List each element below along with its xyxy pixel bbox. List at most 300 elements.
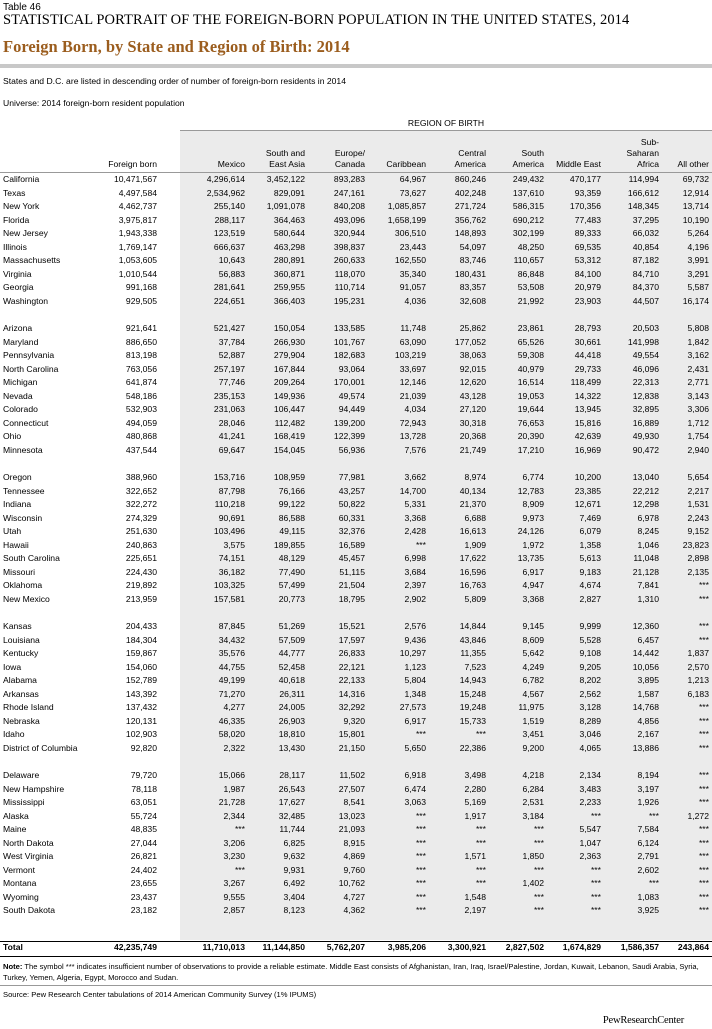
value-cell: 7,576	[404, 444, 426, 455]
value-cell: 69,535	[574, 241, 601, 252]
table-row	[0, 485, 709, 499]
state-name: New Hampshire	[3, 783, 65, 794]
value-cell: 106,447	[273, 404, 305, 414]
value-cell: 10,643	[218, 255, 245, 265]
value-cell: 6,474	[404, 783, 426, 794]
value-cell: 77,490	[278, 566, 305, 577]
value-cell: 2,243	[687, 512, 709, 523]
value-cell: 322,652	[125, 485, 157, 496]
value-cell: 893,283	[333, 174, 365, 184]
value-cell: 19,248	[459, 702, 486, 712]
value-cell: ***	[415, 729, 426, 739]
value-cell: 20,773	[278, 593, 305, 604]
value-cell: ***	[698, 702, 709, 712]
value-cell: 5,650	[404, 742, 426, 753]
total-label: Total	[3, 942, 23, 952]
value-cell: 23,861	[517, 323, 544, 333]
table-row	[0, 376, 709, 390]
value-cell: 8,541	[343, 797, 365, 807]
value-cell: 5,331	[404, 499, 426, 509]
state-name: Vermont	[3, 864, 36, 875]
state-name: Indiana	[3, 499, 32, 509]
data-table	[0, 173, 709, 918]
value-cell: 4,674	[579, 580, 601, 590]
table-row	[0, 620, 709, 634]
value-cell: 1,053,605	[118, 255, 157, 265]
value-cell: 2,135	[687, 566, 709, 577]
value-cell: 7,841	[637, 580, 659, 590]
state-name: Mississippi	[3, 797, 45, 807]
spacer-cell	[157, 485, 180, 499]
value-cell: ***	[533, 837, 544, 848]
value-cell: 24,005	[278, 702, 305, 712]
value-cell: 103,219	[394, 350, 426, 360]
table-row	[0, 769, 709, 783]
table-row	[0, 742, 709, 756]
value-cell: 1,085,857	[387, 201, 426, 211]
value-cell: 1,213	[687, 675, 709, 685]
value-cell: ***	[415, 864, 426, 875]
spacer-cell	[157, 336, 180, 350]
value-cell: 87,182	[632, 255, 659, 265]
col-mexico: Mexico	[217, 159, 245, 169]
total-value: 1,674,829	[562, 942, 601, 952]
value-cell: ***	[698, 715, 709, 726]
value-cell: 110,714	[334, 282, 365, 292]
value-cell: 6,492	[283, 878, 305, 888]
spacer-cell	[157, 200, 180, 214]
table-subtitle: Foreign Born, by State and Region of Birth: 2014	[3, 37, 350, 56]
value-cell: 8,609	[522, 634, 544, 645]
value-cell: 84,710	[632, 268, 659, 279]
value-cell: 2,428	[404, 526, 426, 536]
value-cell: 4,218	[522, 770, 544, 780]
table-row	[0, 634, 709, 648]
value-cell: 56,936	[338, 444, 365, 455]
value-cell: 213,959	[125, 593, 157, 604]
value-cell: 8,245	[637, 526, 659, 536]
value-cell: 23,655	[130, 878, 157, 888]
value-cell: 23,182	[130, 905, 157, 915]
value-cell: 1,842	[687, 336, 709, 347]
value-cell: ***	[475, 837, 486, 848]
value-cell: ***	[475, 729, 486, 739]
state-name: Colorado	[3, 404, 38, 414]
value-cell: 27,120	[459, 404, 486, 414]
table-row	[0, 214, 709, 228]
value-cell: 84,370	[632, 282, 659, 292]
value-cell: 37,295	[632, 214, 659, 225]
value-cell: 763,056	[125, 363, 157, 374]
value-cell: 1,123	[404, 661, 426, 672]
value-cell: 255,140	[213, 201, 245, 211]
value-cell: 49,115	[279, 526, 305, 536]
value-cell: 133,585	[333, 323, 365, 333]
value-cell: 20,390	[517, 431, 544, 441]
spacer-cell	[157, 498, 180, 512]
value-cell: 40,134	[459, 485, 486, 496]
value-cell: 24,402	[130, 864, 157, 875]
value-cell: 3,128	[579, 702, 601, 712]
spacer-cell	[157, 214, 180, 228]
value-cell: 123,519	[213, 228, 245, 238]
value-cell: 52,458	[278, 661, 305, 672]
value-cell: 13,945	[574, 404, 601, 414]
value-cell: 21,728	[218, 797, 245, 807]
value-cell: 22,386	[459, 742, 486, 753]
value-cell: ***	[698, 878, 709, 888]
value-cell: 27,507	[338, 783, 365, 794]
table-row	[0, 647, 709, 661]
value-cell: 22,212	[632, 485, 659, 496]
spacer-cell	[157, 349, 180, 363]
col-foreign-born: Foreign born	[108, 159, 157, 169]
value-cell: 139,200	[333, 417, 365, 428]
value-cell: ***	[698, 742, 709, 753]
spacer-cell	[157, 715, 180, 729]
value-cell: 86,848	[517, 268, 544, 279]
value-cell: 110,657	[513, 255, 544, 265]
table-row	[0, 349, 709, 363]
value-cell: 2,363	[579, 851, 601, 861]
value-cell: 4,036	[404, 295, 426, 306]
table-row	[0, 471, 709, 485]
value-cell: 159,867	[125, 648, 157, 658]
value-cell: 17,622	[459, 553, 486, 563]
value-cell: 6,978	[637, 512, 659, 523]
spacer-cell	[157, 850, 180, 864]
footnote: Note: The symbol *** indicates insufficient number of observations to provide a reliable estimate. Middle East consists of Afghanistan, Iran, Iraq, Israel/Palestine, Jordan, Kuwait, Lebanon, Saudi Arabia, Syria, Turkey, Yemen, Algeria, Egypt, Morocco and Sudan.	[3, 962, 699, 982]
value-cell: 101,767	[333, 336, 365, 347]
state-name: Kansas	[3, 621, 32, 631]
value-cell: ***	[415, 878, 426, 888]
value-cell: 11,975	[518, 702, 544, 712]
value-cell: 13,886	[632, 742, 659, 753]
table-row	[0, 444, 709, 458]
value-cell: 9,973	[522, 512, 544, 523]
value-cell: 87,845	[218, 621, 245, 631]
value-cell: 27,573	[399, 702, 426, 712]
value-cell: 6,774	[522, 472, 544, 482]
report-title: STATISTICAL PORTRAIT OF THE FOREIGN-BORN POPULATION IN THE UNITED STATES, 2014	[3, 12, 630, 28]
value-cell: 16,596	[459, 566, 486, 577]
value-cell: 402,248	[454, 187, 486, 198]
state-name: Kentucky	[3, 648, 39, 658]
value-cell: 5,264	[687, 228, 709, 238]
value-cell: 9,555	[223, 891, 245, 902]
value-cell: 19,053	[517, 390, 544, 401]
value-cell: 10,200	[574, 472, 601, 482]
spacer-cell	[157, 241, 180, 255]
value-cell: 11,744	[279, 824, 305, 834]
col-south-east-asia: South and East Asia	[265, 148, 305, 169]
spacer-cell	[157, 864, 180, 878]
value-cell: 4,856	[637, 715, 659, 726]
value-cell: 21,370	[459, 499, 486, 509]
value-cell: 463,298	[273, 241, 305, 252]
value-cell: 44,755	[218, 661, 245, 672]
value-cell: 480,868	[125, 431, 157, 441]
state-name: Nevada	[3, 390, 33, 401]
value-cell: 45,457	[338, 553, 365, 563]
value-cell: 8,915	[343, 837, 365, 848]
value-cell: 2,397	[404, 580, 426, 590]
value-cell: 14,442	[632, 648, 659, 658]
value-cell: 3,046	[579, 729, 601, 739]
value-cell: 94,449	[338, 404, 365, 414]
table-row	[0, 227, 709, 241]
state-name: Florida	[3, 214, 30, 225]
value-cell: 1,531	[687, 499, 709, 509]
value-cell: 1,926	[637, 797, 659, 807]
value-cell: 1,548	[464, 891, 486, 902]
value-cell: 48,129	[278, 553, 305, 563]
value-cell: 73,627	[399, 187, 426, 198]
table-row	[0, 403, 709, 417]
value-cell: 16,763	[459, 580, 486, 590]
value-cell: ***	[698, 770, 709, 780]
value-cell: ***	[415, 837, 426, 848]
spacer-cell	[157, 471, 180, 485]
value-cell: 23,903	[574, 295, 601, 306]
value-cell: 57,509	[278, 634, 305, 645]
value-cell: 2,562	[579, 688, 601, 699]
spacer-cell	[157, 430, 180, 444]
value-cell: 35,576	[218, 648, 245, 658]
value-cell: 320,944	[333, 228, 365, 238]
value-cell: 93,064	[338, 363, 365, 374]
value-cell: ***	[698, 851, 709, 861]
value-cell: 33,697	[399, 363, 426, 374]
state-name: Oregon	[3, 472, 32, 482]
value-cell: 14,322	[574, 390, 601, 401]
value-cell: ***	[648, 810, 659, 821]
value-cell: 22,121	[338, 661, 365, 672]
col-middle-east: Middle East	[556, 159, 601, 169]
value-cell: 28,117	[279, 770, 305, 780]
state-name: New York	[3, 201, 40, 211]
value-cell: 43,846	[459, 634, 486, 645]
value-cell: ***	[590, 864, 601, 875]
value-cell: 60,331	[338, 512, 365, 523]
value-cell: 15,066	[218, 770, 245, 780]
value-cell: 167,844	[273, 363, 305, 374]
value-cell: 63,051	[130, 797, 157, 807]
value-cell: 4,947	[522, 580, 544, 590]
spacer-cell	[157, 701, 180, 715]
state-name: Delaware	[3, 770, 40, 780]
total-value: 3,985,206	[387, 942, 426, 952]
value-cell: ***	[415, 851, 426, 861]
value-cell: ***	[698, 891, 709, 902]
value-cell: 10,056	[632, 661, 659, 672]
table-row	[0, 241, 709, 255]
value-cell: 91,057	[399, 282, 426, 292]
value-cell: 3,662	[404, 472, 426, 482]
value-cell: 118,070	[334, 268, 365, 279]
value-cell: 23,437	[130, 891, 157, 902]
value-cell: 63,090	[399, 336, 426, 347]
table-row	[0, 837, 709, 851]
value-cell: 1,917	[464, 810, 486, 821]
value-cell: 7,523	[464, 661, 486, 672]
spacer-cell	[157, 525, 180, 539]
value-cell: 1,943,338	[118, 228, 157, 238]
value-cell: 53,508	[517, 282, 544, 292]
state-name: South Dakota	[3, 905, 56, 915]
table-row	[0, 417, 709, 431]
state-name: Massachusetts	[3, 255, 61, 265]
value-cell: 14,316	[338, 688, 365, 699]
table-number: Table 46	[3, 2, 41, 13]
value-cell: 2,902	[404, 593, 426, 604]
value-cell: 65,526	[517, 336, 544, 347]
spacer-cell	[157, 728, 180, 742]
value-cell: 2,167	[637, 729, 659, 739]
total-row	[0, 941, 709, 955]
value-cell: 2,602	[637, 864, 659, 875]
state-name: Arizona	[3, 323, 33, 333]
value-cell: 32,292	[338, 702, 365, 712]
value-cell: 666,637	[213, 241, 245, 252]
value-cell: ***	[415, 810, 426, 821]
state-name: North Carolina	[3, 363, 59, 374]
value-cell: 51,269	[278, 621, 305, 631]
value-cell: 548,186	[125, 390, 157, 401]
value-cell: 235,153	[213, 390, 245, 401]
value-cell: 2,827	[579, 593, 601, 604]
value-cell: 14,943	[459, 675, 486, 685]
value-cell: 184,304	[125, 634, 157, 645]
value-cell: 49,574	[338, 390, 365, 401]
value-cell: 64,967	[399, 174, 426, 184]
value-cell: 280,891	[273, 255, 305, 265]
value-cell: 53,312	[574, 255, 601, 265]
state-name: Washington	[3, 295, 49, 306]
state-name: Oklahoma	[3, 580, 43, 590]
spacer-cell	[157, 579, 180, 593]
value-cell: 72,943	[399, 417, 426, 428]
value-cell: 8,974	[464, 472, 486, 482]
value-cell: 6,998	[404, 553, 426, 563]
value-cell: 1,909	[464, 539, 486, 550]
spacer-cell	[157, 281, 180, 295]
value-cell: 274,329	[125, 512, 157, 523]
value-cell: 21,093	[338, 824, 365, 834]
group-spacer	[0, 457, 709, 471]
value-cell: 437,544	[125, 444, 157, 455]
value-cell: 38,063	[459, 350, 486, 360]
value-cell: 149,936	[273, 390, 305, 401]
state-name: Nebraska	[3, 715, 40, 726]
value-cell: 89,333	[574, 228, 601, 238]
value-cell: 6,457	[637, 634, 659, 645]
value-cell: 69,732	[682, 174, 709, 184]
value-cell: 2,771	[687, 377, 709, 387]
value-cell: 49,199	[218, 675, 245, 685]
value-cell: 266,930	[273, 336, 305, 347]
value-cell: 5,547	[579, 824, 601, 834]
value-cell: 9,436	[404, 634, 426, 645]
value-cell: ***	[698, 864, 709, 875]
value-cell: 118,499	[570, 377, 601, 387]
spacer-cell	[157, 891, 180, 905]
value-cell: 12,620	[459, 377, 486, 387]
value-cell: 14,700	[399, 485, 426, 496]
value-cell: 8,194	[637, 770, 659, 780]
value-cell: 77,746	[218, 377, 245, 387]
spacer-cell	[157, 742, 180, 756]
value-cell: 102,903	[125, 729, 157, 739]
value-cell: 3,991	[687, 255, 709, 265]
value-cell: 7,469	[579, 512, 601, 523]
value-cell: 12,783	[517, 485, 544, 496]
value-cell: 16,174	[682, 295, 709, 306]
state-name: District of Columbia	[3, 742, 78, 753]
value-cell: 4,034	[404, 404, 426, 414]
value-cell: 257,197	[213, 363, 245, 374]
table-row	[0, 891, 709, 905]
source-note: Source: Pew Research Center tabulations of 2014 American Community Survey (1% IPUMS)	[3, 990, 317, 999]
spacer-cell	[157, 837, 180, 851]
value-cell: 3,143	[687, 390, 709, 401]
total-value: 2,827,502	[505, 942, 544, 952]
value-cell: 3,162	[687, 350, 709, 360]
value-cell: ***	[698, 837, 709, 848]
state-name: New Mexico	[3, 593, 50, 604]
value-cell: 148,893	[454, 228, 486, 238]
value-cell: 6,917	[522, 566, 544, 577]
table-row	[0, 336, 709, 350]
value-cell: 1,358	[579, 539, 601, 550]
value-cell: 398,837	[333, 241, 365, 252]
value-cell: 17,627	[278, 797, 305, 807]
value-cell: 35,340	[399, 268, 426, 279]
value-cell: 9,320	[343, 715, 365, 726]
state-name: West Virginia	[3, 851, 54, 861]
value-cell: 66,032	[632, 228, 659, 238]
table-row	[0, 877, 709, 891]
value-cell: 921,641	[125, 323, 157, 333]
value-cell: 18,810	[278, 729, 305, 739]
value-cell: 3,197	[637, 783, 659, 794]
state-name: Maryland	[3, 336, 39, 347]
value-cell: 3,575	[223, 539, 245, 550]
value-cell: 281,641	[213, 282, 245, 292]
value-cell: 2,322	[223, 742, 245, 753]
value-cell: 3,206	[223, 837, 245, 848]
value-cell: 9,145	[522, 621, 544, 631]
table-row	[0, 688, 709, 702]
value-cell: 929,505	[125, 295, 157, 306]
value-cell: 12,671	[574, 499, 601, 509]
value-cell: 6,079	[579, 526, 601, 536]
value-cell: 1,712	[687, 417, 709, 428]
value-cell: 26,311	[279, 688, 305, 699]
table-row	[0, 281, 709, 295]
state-name: Alabama	[3, 675, 37, 685]
value-cell: 44,418	[574, 350, 601, 360]
value-cell: 153,716	[213, 472, 245, 482]
total-value: 3,300,921	[447, 942, 486, 952]
total-bottom-rule	[0, 956, 712, 957]
table-row	[0, 200, 709, 214]
value-cell: 90,472	[632, 444, 659, 455]
value-cell: 13,040	[632, 472, 659, 482]
value-cell: 43,128	[459, 390, 486, 401]
value-cell: 46,096	[632, 363, 659, 374]
value-cell: 8,202	[579, 675, 601, 685]
